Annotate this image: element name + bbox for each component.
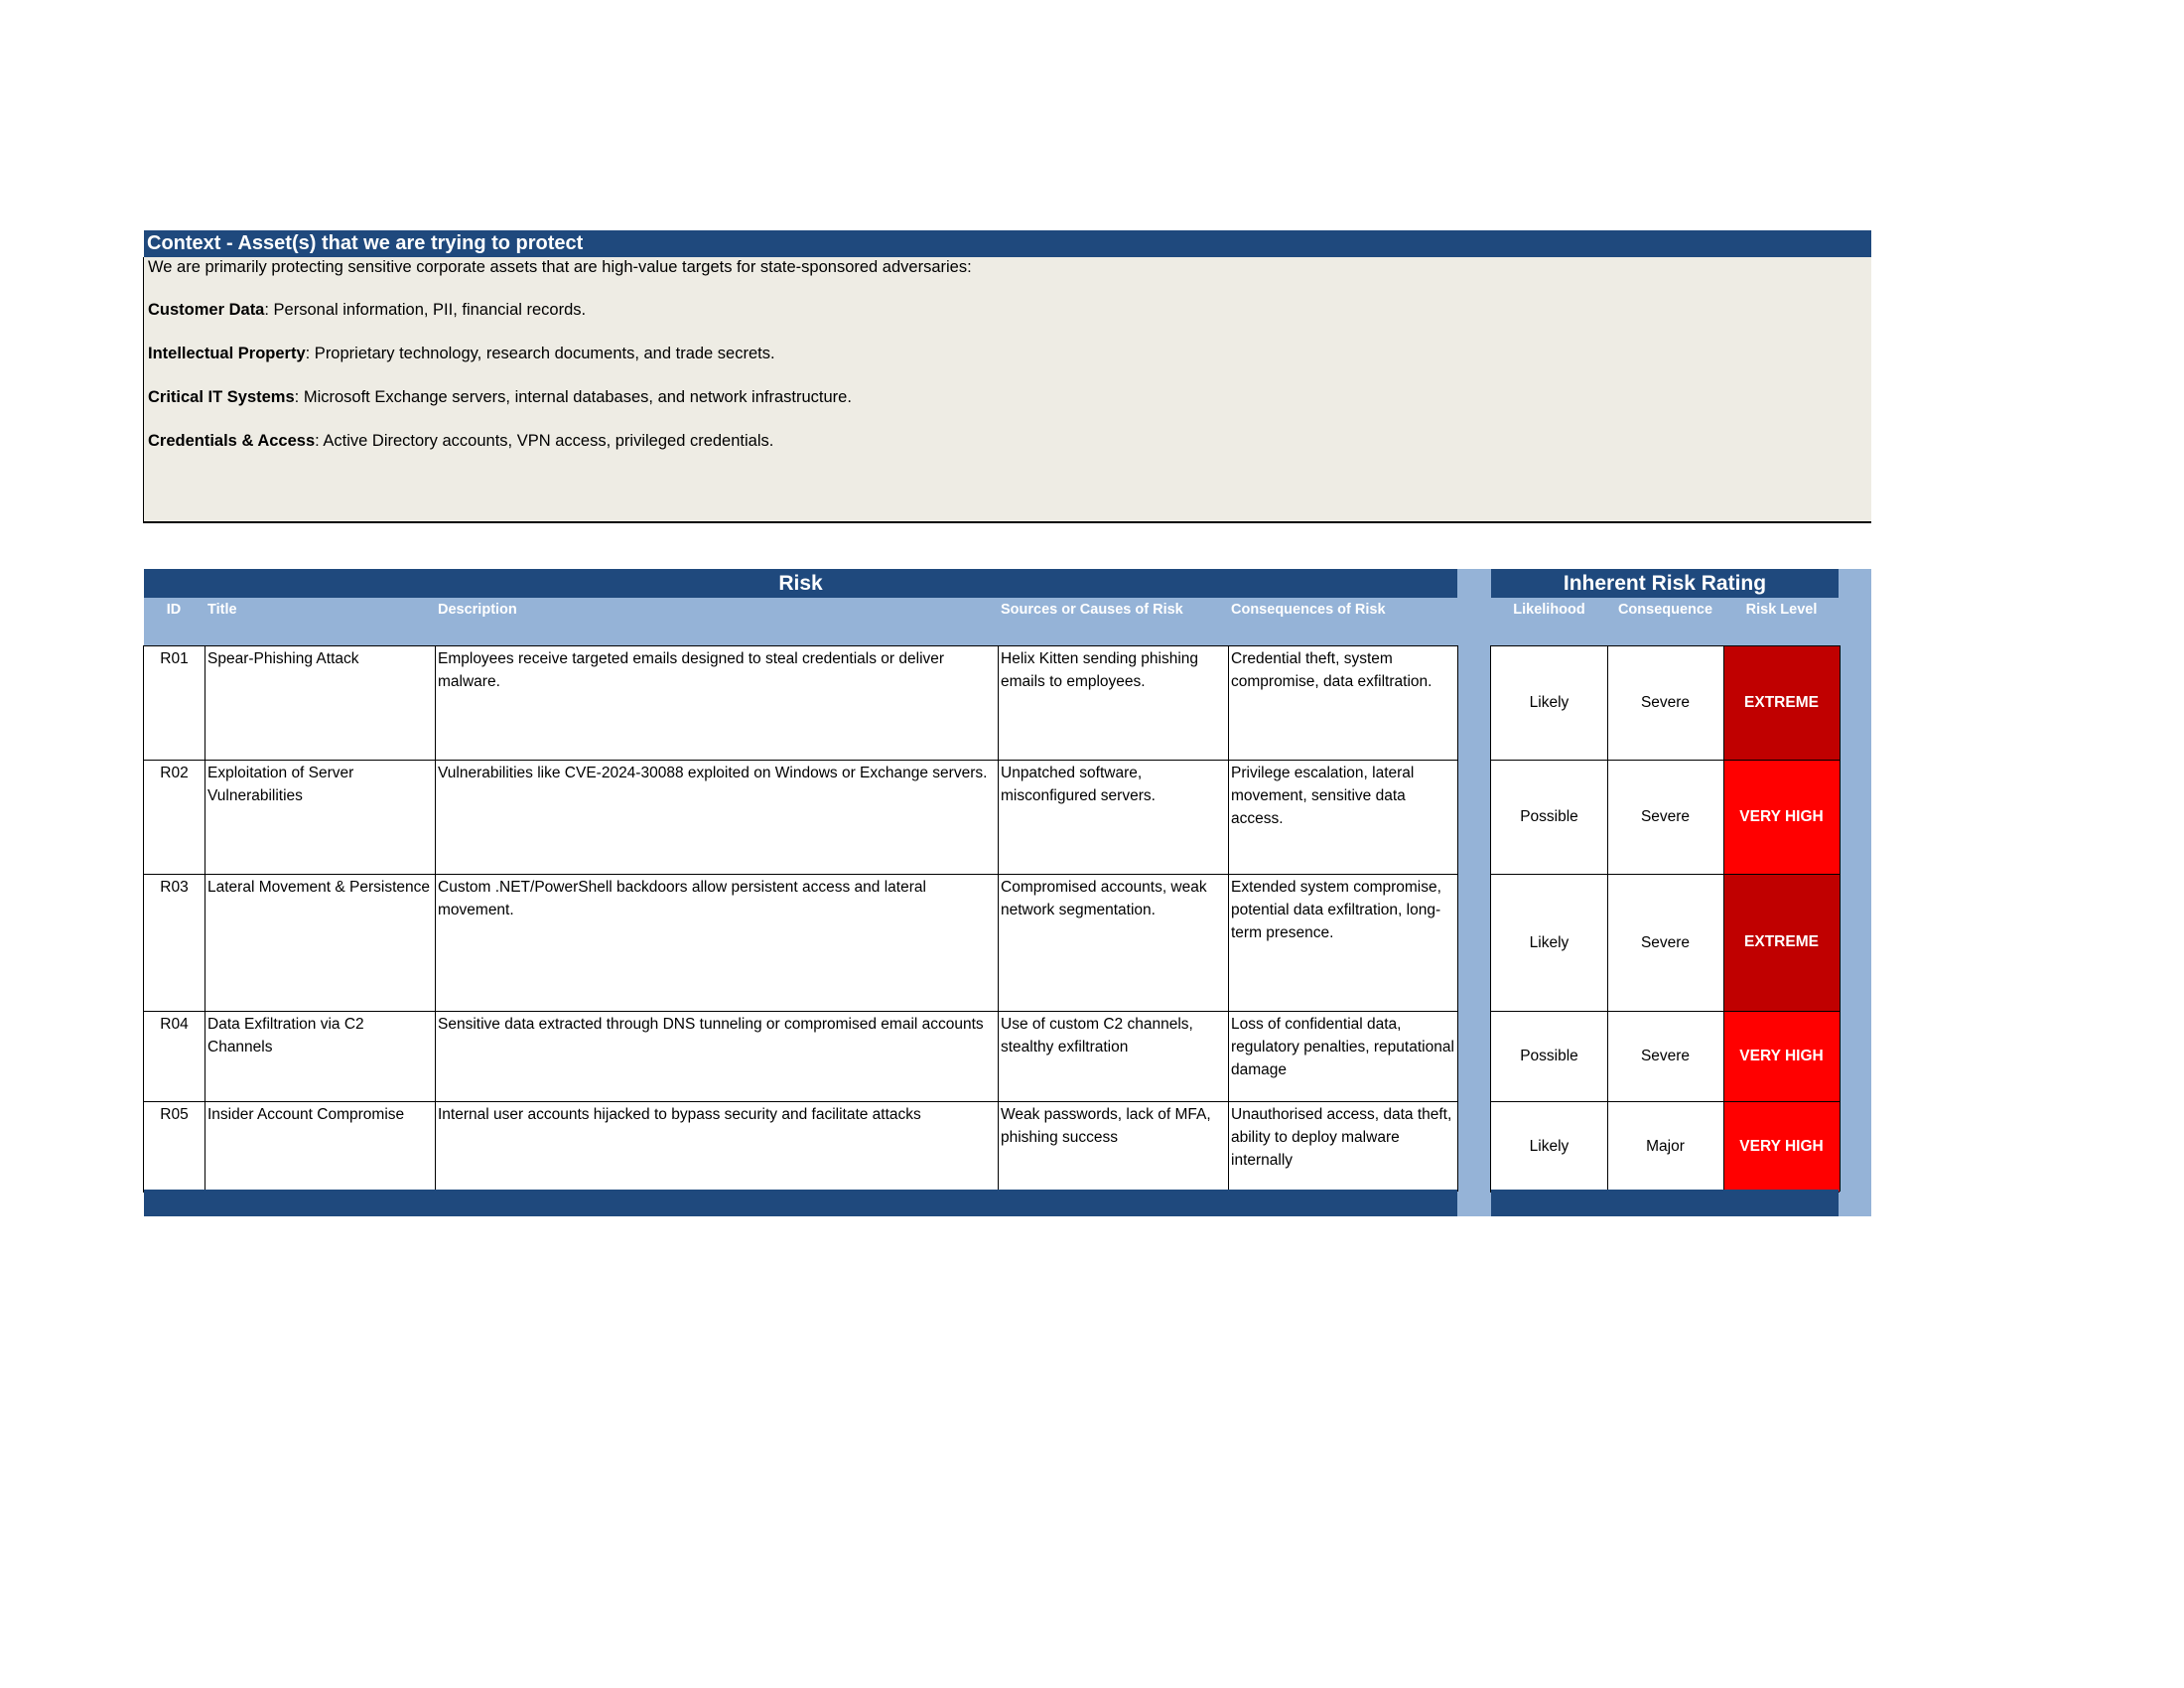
context-item-text: : Proprietary technology, research documents, and trade secrets. (305, 345, 775, 362)
cell-consequence: Major (1607, 1101, 1723, 1192)
cell-likelihood: Likely (1491, 874, 1607, 1011)
risk-level-badge: VERY HIGH (1723, 1101, 1840, 1192)
grid-line (143, 874, 1457, 875)
context-item-label: Intellectual Property (148, 345, 306, 362)
cell-consequence: Severe (1607, 1011, 1723, 1101)
cell-likelihood: Likely (1491, 645, 1607, 760)
risk-level-badge: EXTREME (1723, 874, 1840, 1011)
cell-sources: Use of custom C2 channels, stealthy exfiltration (998, 1011, 1228, 1101)
cell-id: R02 (144, 760, 205, 874)
cell-sources: Helix Kitten sending phishing emails to employees. (998, 645, 1228, 760)
col-header-description: Description (438, 602, 517, 618)
context-header: Context - Asset(s) that we are trying to protect (144, 230, 1871, 257)
grid-line (435, 645, 436, 1192)
cell-consequences: Extended system compromise, potential data exfiltration, long-term presence. (1228, 874, 1457, 1011)
risk-level-badge: VERY HIGH (1723, 760, 1840, 874)
cell-sources: Unpatched software, misconfigured servers. (998, 760, 1228, 874)
context-item-credentials-access (148, 432, 773, 451)
context-item-text: : Active Directory accounts, VPN access, privileged credentials. (315, 432, 774, 450)
cell-sources: Weak passwords, lack of MFA, phishing success (998, 1101, 1228, 1192)
cell-title: Data Exfiltration via C2 Channels (205, 1011, 435, 1101)
cell-consequence: Severe (1607, 760, 1723, 874)
col-header-sources: Sources or Causes of Risk (1001, 602, 1183, 618)
rating-section-footer (1491, 1190, 1839, 1216)
context-intro: We are primarily protecting sensitive corporate assets that are high-value targets for state-sponsored adversaries: (148, 258, 972, 276)
risk-section-footer (144, 1190, 1457, 1216)
risk-level-badge: EXTREME (1723, 645, 1840, 760)
cell-consequences: Loss of confidential data, regulatory penalties, reputational damage (1228, 1011, 1457, 1101)
grid-line (1490, 1101, 1840, 1102)
grid-line (1490, 645, 1840, 646)
cell-id: R04 (144, 1011, 205, 1101)
context-item-customer-data (148, 301, 586, 320)
cell-title: Lateral Movement & Persistence (205, 874, 435, 1011)
cell-title: Spear-Phishing Attack (205, 645, 435, 760)
cell-description: Employees receive targeted emails designed to steal credentials or deliver malware. (435, 645, 998, 760)
cell-description: Sensitive data extracted through DNS tunneling or compromised email accounts (435, 1011, 998, 1101)
grid-line (1457, 645, 1458, 1192)
grid-line (998, 645, 999, 1192)
grid-line (143, 1101, 1457, 1102)
grid-line (143, 645, 1457, 646)
grid-line (1723, 645, 1724, 1192)
col-header-id: ID (166, 602, 182, 618)
context-item-label: Credentials & Access (148, 432, 316, 450)
context-item-label: Customer Data (148, 301, 265, 319)
cell-title: Insider Account Compromise (205, 1101, 435, 1192)
context-item-label: Critical IT Systems (148, 388, 295, 406)
cell-sources: Compromised accounts, weak network segmentation. (998, 874, 1228, 1011)
col-header-likelihood: Likelihood (1513, 602, 1585, 618)
risk-section-title: Risk (778, 572, 823, 595)
grid-line (1607, 645, 1608, 1192)
context-item-critical-it-systems (148, 388, 852, 407)
cell-description: Vulnerabilities like CVE-2024-30088 exploited on Windows or Exchange servers. (435, 760, 998, 874)
cell-likelihood: Likely (1491, 1101, 1607, 1192)
grid-line (1490, 1011, 1840, 1012)
cell-consequences: Unauthorised access, data theft, ability to deploy malware internally (1228, 1101, 1457, 1192)
cell-description: Custom .NET/PowerShell backdoors allow persistent access and lateral movement. (435, 874, 998, 1011)
cell-likelihood: Possible (1491, 1011, 1607, 1101)
cell-consequence: Severe (1607, 874, 1723, 1011)
context-item-text: : Personal information, PII, financial records. (264, 301, 587, 319)
cell-id: R03 (144, 874, 205, 1011)
grid-line (1490, 874, 1840, 875)
grid-line (143, 760, 1457, 761)
cell-consequences: Privilege escalation, lateral movement, sensitive data access. (1228, 760, 1457, 874)
cell-title: Exploitation of Server Vulnerabilities (205, 760, 435, 874)
cell-likelihood: Possible (1491, 760, 1607, 874)
cell-description: Internal user accounts hijacked to bypass security and facilitate attacks (435, 1101, 998, 1192)
grid-line (1490, 645, 1491, 1192)
grid-line (1490, 760, 1840, 761)
grid-line (143, 1011, 1457, 1012)
cell-consequence: Severe (1607, 645, 1723, 760)
risk-level-badge: VERY HIGH (1723, 1011, 1840, 1101)
grid-line (1228, 645, 1229, 1192)
col-header-consequences: Consequences of Risk (1231, 602, 1386, 618)
rating-section-title: Inherent Risk Rating (1563, 572, 1767, 595)
grid-line (1840, 645, 1841, 1192)
cell-consequences: Credential theft, system compromise, data exfiltration. (1228, 645, 1457, 760)
col-header-consequence: Consequence (1617, 602, 1713, 618)
col-header-title: Title (207, 602, 237, 618)
context-item-intellectual-property (148, 345, 775, 363)
context-item-text: : Microsoft Exchange servers, internal databases, and network infrastructure. (294, 388, 852, 406)
cell-id: R05 (144, 1101, 205, 1192)
col-header-risk-level: Risk Level (1745, 602, 1818, 618)
grid-line (143, 645, 144, 1192)
context-body (143, 257, 1871, 523)
cell-id: R01 (144, 645, 205, 760)
